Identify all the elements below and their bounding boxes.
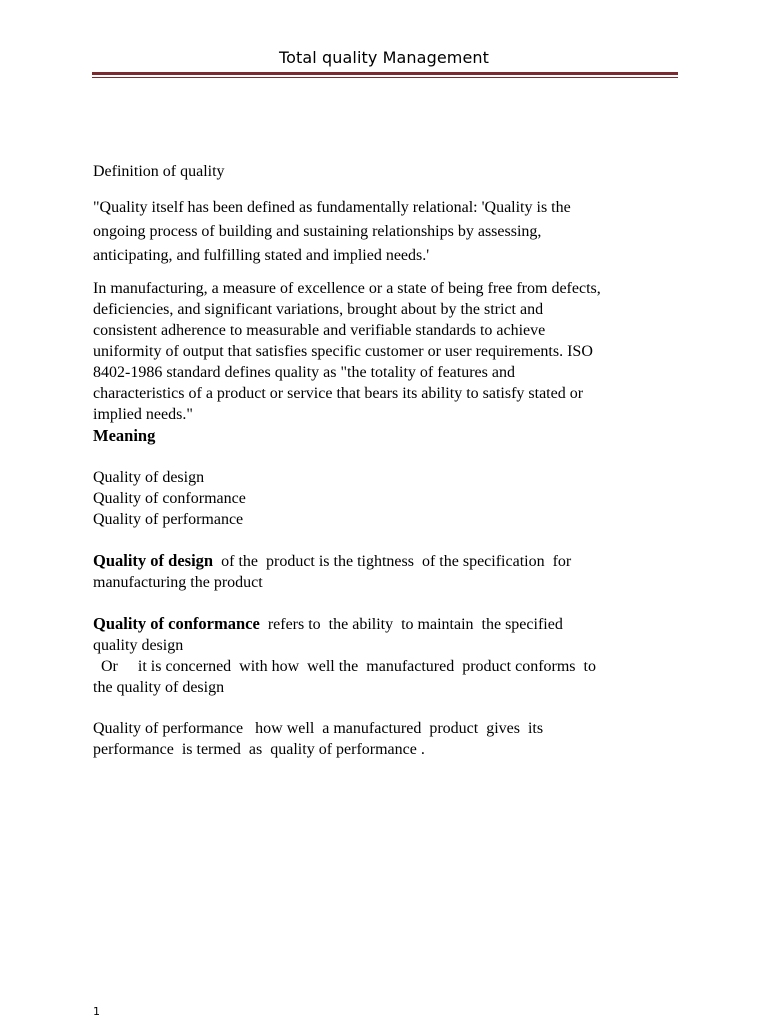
document-body	[93, 161, 678, 760]
paragraph-line: In manufacturing, a measure of excellence or a state of being free from defects,	[93, 280, 601, 297]
conformance-text: refers to the ability to maintain the specified	[259, 616, 563, 633]
paragraph-line: performance is termed as quality of performance .	[93, 741, 425, 758]
paragraph-line: Or it is concerned with how well the manufactured product conforms to	[93, 658, 596, 675]
design-term: Quality of design	[93, 551, 214, 570]
paragraph-line: Quality of performance how well a manufactured product gives its	[93, 720, 544, 737]
meaning-heading: Meaning	[93, 426, 156, 445]
list-item: Quality of design	[93, 469, 205, 486]
quote-line: "Quality itself has been defined as fundamentally relational: 'Quality is the	[93, 199, 571, 216]
quote-line: ongoing process of building and sustaining relationships by assessing,	[93, 223, 542, 240]
paragraph-line	[93, 550, 678, 572]
paragraph-line: 8402-1986 standard defines quality as "the totality of features and	[93, 364, 515, 381]
paragraph-line: consistent adherence to measurable and verifiable standards to achieve	[93, 322, 546, 339]
page-number: 1	[93, 1005, 100, 1018]
list-item: Quality of conformance	[93, 490, 246, 507]
conformance-paragraph	[93, 613, 678, 698]
performance-paragraph	[93, 718, 678, 760]
conformance-term: Quality of conformance	[93, 614, 260, 633]
design-text: of the product is the tightness of the specification for	[213, 553, 572, 570]
definition-heading: Definition of quality	[93, 163, 225, 180]
definition-quote	[93, 196, 678, 268]
page-title: Total quality Management	[278, 48, 490, 67]
paragraph-line: the quality of design	[93, 679, 225, 696]
paragraph-line	[93, 613, 678, 635]
paragraph-line: implied needs."	[93, 406, 193, 423]
list-item: Quality of performance	[93, 511, 244, 528]
paragraph-line: uniformity of output that satisfies specific customer or user requirements. ISO	[93, 343, 593, 360]
manufacturing-paragraph	[93, 278, 678, 425]
paragraph-line: deficiencies, and significant variations, brought about by the strict and	[93, 301, 544, 318]
paragraph-line: manufacturing the product	[93, 574, 263, 591]
meaning-list	[93, 467, 678, 530]
paragraph-line: quality design	[93, 637, 184, 654]
header-rule-thick	[92, 72, 678, 75]
paragraph-line: characteristics of a product or service that bears its ability to satisfy stated or	[93, 385, 584, 402]
design-paragraph	[93, 550, 678, 593]
quote-line: anticipating, and fulfilling stated and implied needs.'	[93, 247, 430, 264]
header-rule-thin	[92, 77, 678, 78]
